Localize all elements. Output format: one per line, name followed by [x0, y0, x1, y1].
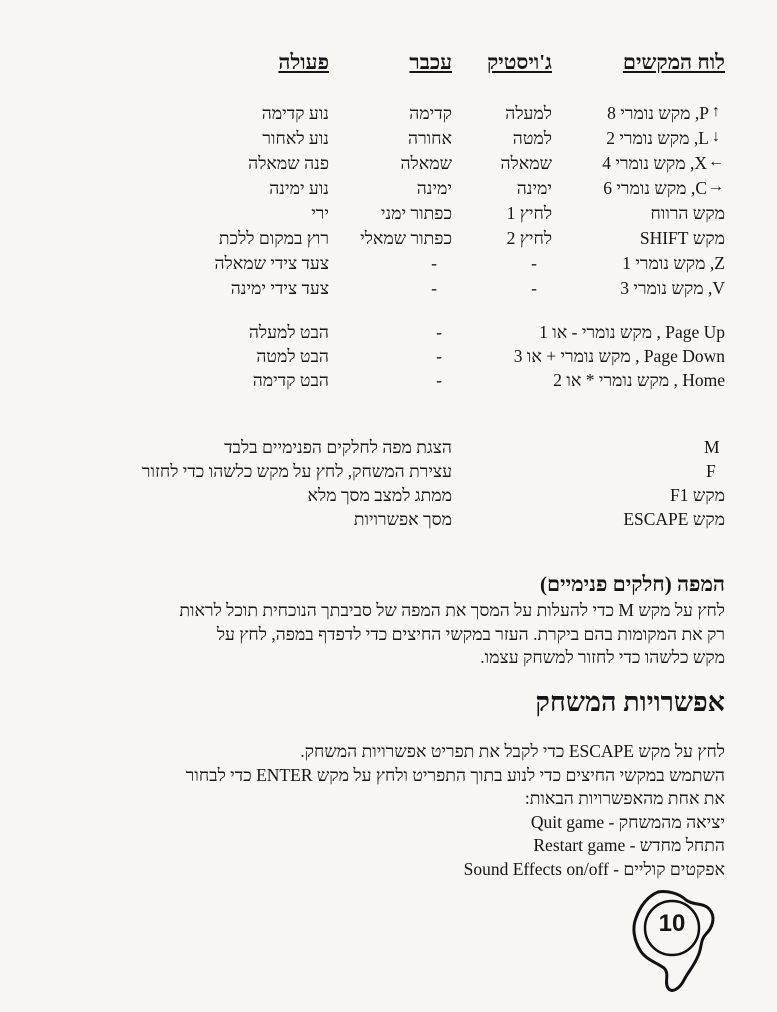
look-action: הבט למטה [256, 346, 329, 366]
row-mouse: שמאלה [400, 153, 452, 173]
look-keyboard: Page Down , מקש נומרי + או 3 [513, 346, 725, 366]
row-mouse: כפתור שמאלי [360, 228, 452, 248]
row-mouse: קדימה [409, 103, 452, 123]
row-mouse: - [431, 278, 437, 298]
row-keyboard: L, מקש נומרי 2 [606, 128, 709, 148]
options-paragraph-line: לחץ על מקש ESCAPE כדי לקבל את תפריט אפשרויות המשחק. [300, 741, 725, 761]
options-paragraph-line: את אחת מהאפשרויות הבאות: [524, 788, 725, 808]
special-key: מקש ESCAPE [623, 509, 725, 529]
look-action: הבט קדימה [252, 370, 329, 390]
arrow-right-icon: → [708, 178, 724, 195]
map-paragraph-line: לחץ על מקש M כדי להעלות על המסך את המפה של סביבתך הנוכחית תוכל לראות [179, 600, 725, 620]
row-mouse: כפתור ימני [380, 203, 452, 223]
look-dash: - [436, 322, 442, 342]
special-desc: ממתג למצב מסך מלא [307, 485, 452, 505]
look-keyboard: Home , מקש נומרי * או 2 [553, 370, 725, 390]
row-action: ירי [311, 203, 329, 223]
look-dash: - [436, 346, 442, 366]
row-joystick: לחיץ 1 [506, 203, 552, 223]
row-action: צעד צידי שמאלה [214, 253, 329, 273]
arrow-left-icon: ← [708, 153, 724, 170]
row-action: נוע ימינה [269, 178, 329, 198]
special-desc: מסך אפשרויות [353, 509, 452, 529]
row-action: נוע קדימה [261, 103, 329, 123]
special-key: F [706, 461, 716, 481]
row-keyboard: מקש הרווח [650, 203, 725, 223]
options-section-title: אפשרויות המשחק [535, 687, 725, 717]
header-mouse: עכבר [409, 50, 452, 74]
row-keyboard: Z, מקש נומרי 1 [622, 253, 725, 273]
map-section-title: המפה (חלקים פנימיים) [540, 572, 725, 596]
row-keyboard: X, מקש נומרי 4 [602, 153, 707, 173]
row-keyboard: P, מקש נומרי 8 [607, 103, 709, 123]
special-desc: הצגת מפה לחלקים הפנימיים בלבד [224, 437, 452, 457]
map-paragraph-line: מקש כלשהו כדי לחזור למשחק עצמו. [480, 647, 725, 667]
page-number-badge [628, 888, 723, 998]
special-key: M [704, 437, 720, 457]
row-joystick: ימינה [516, 178, 552, 198]
row-action: נוע לאחור [262, 128, 329, 148]
header-keyboard: לוח המקשים [622, 50, 725, 74]
page-number: 10 [658, 910, 686, 937]
row-action: פנה שמאלה [248, 153, 329, 173]
options-paragraph-line: השתמש במקשי החיצים כדי לנוע בתוך התפריט ולחץ על מקש ENTER כדי לבחור [185, 764, 725, 785]
arrow-down-icon: ↓ [712, 128, 720, 145]
look-dash: - [436, 370, 442, 390]
options-item: אפקטים קוליים - Sound Effects on/off [463, 858, 725, 879]
map-paragraph-line: רק את המקומות בהם ביקרת. העזר במקשי החיצים כדי לדפדף במפה, לחץ על [216, 623, 725, 644]
look-keyboard: Page Up , מקש נומרי - או 1 [539, 322, 725, 342]
row-joystick: - [531, 278, 537, 298]
special-desc: עצירת המשחק, לחץ על מקש כלשהו כדי לחזור [141, 461, 452, 481]
row-joystick: לחיץ 2 [506, 228, 552, 248]
arrow-up-icon: ↑ [712, 103, 720, 120]
options-item: יציאה מהמשחק - Quit game [530, 811, 725, 832]
row-keyboard: V, מקש נומרי 3 [620, 278, 725, 298]
header-action: פעולה [278, 50, 329, 74]
row-action: רוץ במקום ללכת [218, 228, 329, 248]
special-key: מקש F1 [670, 485, 725, 505]
row-joystick: - [531, 253, 537, 273]
row-mouse: - [431, 253, 437, 273]
row-keyboard: מקש SHIFT [639, 228, 725, 248]
look-action: הבט למעלה [248, 322, 329, 342]
row-mouse: אחורה [408, 128, 452, 148]
row-joystick: למטה [512, 128, 552, 148]
row-mouse: ימינה [416, 178, 452, 198]
options-section [35, 687, 725, 881]
map-section [35, 572, 725, 670]
row-action: צעד צידי ימינה [230, 278, 329, 298]
options-item: התחל מחדש - Restart game [533, 835, 725, 855]
map-outline-icon [628, 888, 723, 998]
row-keyboard: C, מקש נומרי 6 [603, 178, 707, 198]
header-joystick: ג'ויסטיק [486, 50, 552, 74]
row-joystick: שמאלה [500, 153, 552, 173]
row-joystick: למעלה [505, 103, 552, 123]
